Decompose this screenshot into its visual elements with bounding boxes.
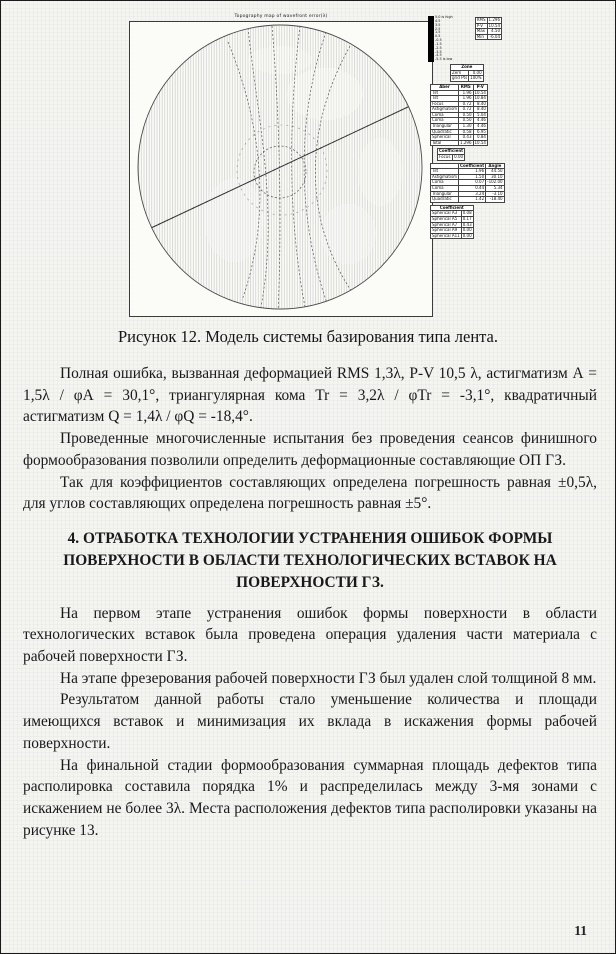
figure-12	[129, 14, 503, 317]
plot-frame	[129, 14, 503, 317]
paragraph: На первом этапе устранения ошибок формы поверхности в области технологических вставок была проведена операция удаления части материала с рабочей поверхности ГЗ.	[23, 604, 597, 666]
section-number: 4.	[67, 529, 80, 547]
stats-table: RMS 1.296 P-V 10.54 Max 4.50 Min -6.04	[476, 17, 500, 39]
paragraph: На финальной стадии формообразования суммарная площадь дефектов типа располировка составила порядка 1% и распределилась между 3-мя зонами с искажением не более 3λ. Места расположения дефектов типа располировки указаны на рисунке 13.	[23, 756, 597, 839]
colorbar	[428, 16, 434, 62]
paragraph: Проведенные многочисленные испытания без проведения сеансов финишного формообразования позволили определить деформационные составляющие ОП ГЗ.	[23, 430, 597, 469]
colorbar-labels: 5.0 is high 4.5 3.5 2.5 1.5 0.5 -0.5 -1.5 -2.5 -3.5 -4.5 -5.5 is low	[435, 15, 453, 62]
topography-plot	[130, 22, 432, 316]
paragraph: Полная ошибка, вызванная деформацией RMS 1,3λ, P-V 10,5 λ, астигматизм А = 1,5λ / φА = 30,1°, триангулярная кома Tr = 3,2λ / φTr = -3,1°, квадратичный астигматизм Q = 1,4λ / φQ = -18,4°.	[23, 365, 597, 426]
figure-data-panel	[428, 16, 502, 239]
section-title: ОТРАБОТКА ТЕХНОЛОГИИ УСТРАНЕНИЯ ОШИБОК ФОРМЫ ПОВЕРХНОСТИ В ОБЛАСТИ ТЕХНОЛОГИЧЕСКИХ ВСТАВОК НА ПОВЕРХНОСТИ ГЗ.	[63, 529, 557, 591]
paragraph: На этапе фрезерования рабочей поверхности ГЗ был удален слой толщиной 8 мм.	[60, 669, 597, 687]
spherical-table: Coefficient Spherical A3 0.08 Spherical A5 0.17 Spherical A7 0.43 Spherical A9 0.00 Spherical A11 0.00	[432, 204, 472, 238]
paragraph: Результатом данной работы стало уменьшение количества и площади имеющихся вставок и минимизация их вклада в искажения формы рабочей поверхности.	[23, 691, 597, 752]
plot-title: Topography map of wavefront error(λ)	[234, 14, 328, 19]
zone-table: Zone Zern 0.00 grid Pts 100%	[452, 64, 482, 81]
coefficient-angle-table: Coefficient Angle Tilt 1.96 44.50 Astigmatism 1.50 30.10 Coma 0.07 -102.00 Coma 0.44 5.34 Triangular 3.24 -3.10 Quadratic 1.42 -18.40	[432, 162, 503, 202]
colorbar-row	[428, 16, 502, 62]
paragraph: Так для коэффициентов составляющих определена погрешность равная ±0,5λ, для углов составляющих определена погрешность равная ±5°.	[23, 473, 597, 513]
figure-caption: Рисунок 12. Модель системы базирования типа лента.	[117, 327, 499, 346]
focus-coefficient-table: Coefficient Focus 0.00	[439, 148, 464, 160]
body-text	[23, 363, 597, 841]
aberrations-table: Aber RMS P-V Tilt 1.96 10.54 Tilt 1.96 10.84 Focus 0.72 8.40 Astigmatism 0.72 8.40 Coma 0.50 5.04 Coma 0.50 4.46 Triangular 1.30 4.46 Quadratic 0.58 6.95 Spherical 0.43 0.84 Total 1.296 10.54	[432, 83, 486, 145]
section-heading	[27, 528, 593, 594]
page-number: 11	[574, 923, 587, 938]
